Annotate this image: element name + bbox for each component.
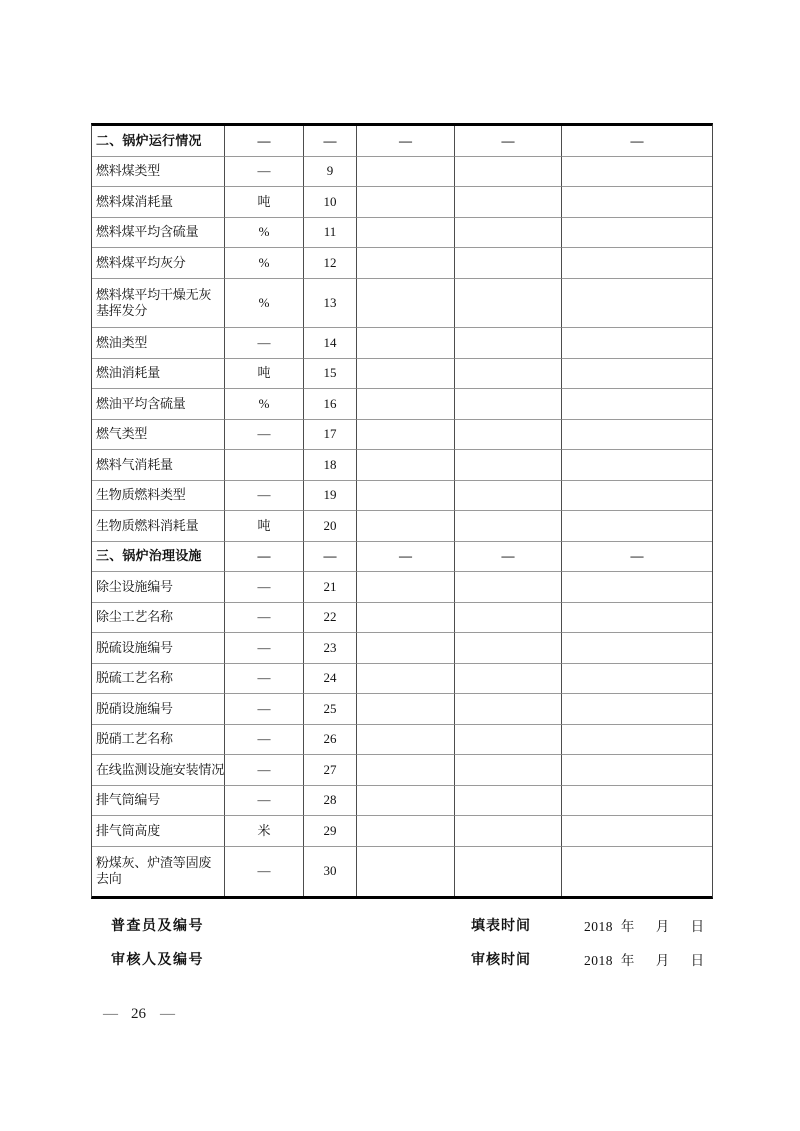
indicator-name-cell: 燃油类型 (92, 328, 225, 359)
value-cell (357, 157, 455, 188)
value-cell (455, 633, 562, 664)
value-cell (562, 725, 712, 756)
unit-cell: — (225, 157, 304, 188)
review-date-day-unit: 日 (690, 953, 705, 968)
value-cell (455, 786, 562, 817)
indicator-row (92, 450, 712, 481)
value-cell (562, 218, 712, 249)
serial-number-cell: 25 (304, 694, 357, 725)
review-time-label: 审核时间 (471, 953, 531, 968)
indicator-name-cell: 燃料煤类型 (92, 157, 225, 188)
unit-cell: % (225, 248, 304, 279)
unit-cell: — (225, 420, 304, 451)
serial-number-cell: 23 (304, 633, 357, 664)
value-cell (357, 389, 455, 420)
value-cell (562, 420, 712, 451)
serial-number-cell: 10 (304, 187, 357, 218)
value-cell (357, 481, 455, 512)
value-cell (455, 511, 562, 542)
page-number-dash-right: — (160, 1006, 174, 1022)
indicator-name-cell: 脱硝工艺名称 (92, 725, 225, 756)
fill-date (584, 915, 705, 935)
indicator-row (92, 755, 712, 786)
indicator-name-cell: 粉煤灰、炉渣等固废去向 (92, 847, 225, 897)
unit-cell: — (225, 481, 304, 512)
indicator-row (92, 511, 712, 542)
surveyor-label: 普查员及编号 (111, 919, 204, 934)
review-date-year-unit: 年 (620, 953, 635, 968)
value-cell (455, 847, 562, 897)
serial-number-cell: 24 (304, 664, 357, 695)
serial-number-cell: 17 (304, 420, 357, 451)
value-cell (562, 187, 712, 218)
unit-cell: — (225, 694, 304, 725)
value-cell (455, 816, 562, 847)
unit-cell: — (225, 755, 304, 786)
value-cell (562, 328, 712, 359)
serial-number-cell: 21 (304, 572, 357, 603)
indicator-name-cell: 生物质燃料类型 (92, 481, 225, 512)
page-number-value: 26 (131, 1006, 146, 1022)
fill-date-month-unit: 月 (655, 919, 670, 934)
section-header-row (92, 542, 712, 573)
value-cell (562, 694, 712, 725)
value-cell (562, 157, 712, 188)
indicator-name-cell: 燃油消耗量 (92, 359, 225, 390)
unit-cell: % (225, 218, 304, 249)
indicator-name-cell: 除尘工艺名称 (92, 603, 225, 634)
indicator-row (92, 572, 712, 603)
boiler-form-table (91, 123, 713, 899)
indicator-name-cell: 生物质燃料消耗量 (92, 511, 225, 542)
value-cell: — (357, 126, 455, 157)
value-cell (357, 218, 455, 249)
indicator-name-cell: 燃料煤平均灰分 (92, 248, 225, 279)
value-cell: — (562, 542, 712, 573)
value-cell (455, 279, 562, 329)
indicator-name-cell: 在线监测设施安装情况 (92, 755, 225, 786)
serial-number-cell: 19 (304, 481, 357, 512)
value-cell (357, 450, 455, 481)
unit-cell: — (225, 126, 304, 157)
value-cell (455, 359, 562, 390)
value-cell (562, 359, 712, 390)
value-cell (562, 450, 712, 481)
value-cell (562, 511, 712, 542)
unit-cell: % (225, 279, 304, 329)
serial-number-cell: 27 (304, 755, 357, 786)
serial-number-cell: 18 (304, 450, 357, 481)
indicator-row (92, 603, 712, 634)
value-cell (357, 328, 455, 359)
unit-cell: 吨 (225, 187, 304, 218)
value-cell (562, 664, 712, 695)
value-cell: — (455, 126, 562, 157)
value-cell (455, 725, 562, 756)
indicator-row (92, 359, 712, 390)
section-title-cell: 二、锅炉运行情况 (92, 126, 225, 157)
page-number-dash-left: — (103, 1006, 117, 1022)
value-cell (357, 279, 455, 329)
serial-number-cell: 22 (304, 603, 357, 634)
fill-date-year-unit: 年 (620, 919, 635, 934)
serial-number-cell: — (304, 542, 357, 573)
unit-cell: — (225, 786, 304, 817)
indicator-row (92, 481, 712, 512)
value-cell (562, 786, 712, 817)
indicator-row (92, 248, 712, 279)
unit-cell: 吨 (225, 359, 304, 390)
value-cell: — (562, 126, 712, 157)
value-cell (455, 420, 562, 451)
value-cell (455, 481, 562, 512)
serial-number-cell: 13 (304, 279, 357, 329)
value-cell (562, 603, 712, 634)
indicator-row (92, 157, 712, 188)
serial-number-cell: 9 (304, 157, 357, 188)
serial-number-cell: 26 (304, 725, 357, 756)
indicator-row (92, 816, 712, 847)
indicator-row (92, 218, 712, 249)
reviewer-label: 审核人及编号 (111, 953, 204, 968)
value-cell (357, 847, 455, 897)
value-cell (357, 664, 455, 695)
surveyor-line (0, 915, 800, 933)
value-cell (357, 786, 455, 817)
value-cell (357, 694, 455, 725)
value-cell (455, 328, 562, 359)
indicator-name-cell: 脱硫设施编号 (92, 633, 225, 664)
value-cell (562, 633, 712, 664)
serial-number-cell: 28 (304, 786, 357, 817)
unit-cell: — (225, 603, 304, 634)
serial-number-cell: 20 (304, 511, 357, 542)
indicator-row (92, 694, 712, 725)
serial-number-cell: 29 (304, 816, 357, 847)
indicator-name-cell: 燃料煤平均含硫量 (92, 218, 225, 249)
unit-cell: — (225, 542, 304, 573)
serial-number-cell: 30 (304, 847, 357, 897)
indicator-name-cell: 排气筒高度 (92, 816, 225, 847)
review-date-month-unit: 月 (655, 953, 670, 968)
fill-date-year: 2018 (584, 919, 613, 934)
value-cell (562, 248, 712, 279)
value-cell (357, 572, 455, 603)
unit-cell: % (225, 389, 304, 420)
indicator-name-cell: 燃油平均含硫量 (92, 389, 225, 420)
value-cell (455, 187, 562, 218)
indicator-name-cell: 除尘设施编号 (92, 572, 225, 603)
indicator-name-cell: 脱硫工艺名称 (92, 664, 225, 695)
value-cell (562, 572, 712, 603)
value-cell (357, 511, 455, 542)
value-cell (562, 389, 712, 420)
review-date-year: 2018 (584, 953, 613, 968)
value-cell (455, 755, 562, 786)
indicator-row (92, 420, 712, 451)
serial-number-cell: 14 (304, 328, 357, 359)
section-title-cell: 三、锅炉治理设施 (92, 542, 225, 573)
value-cell (357, 248, 455, 279)
value-cell: — (455, 542, 562, 573)
indicator-row (92, 664, 712, 695)
unit-cell: — (225, 328, 304, 359)
review-date (584, 949, 705, 969)
value-cell (455, 218, 562, 249)
indicator-row (92, 279, 712, 329)
unit-cell: 米 (225, 816, 304, 847)
value-cell (357, 816, 455, 847)
value-cell (357, 187, 455, 218)
value-cell (562, 481, 712, 512)
value-cell: — (357, 542, 455, 573)
unit-cell: — (225, 572, 304, 603)
value-cell (357, 755, 455, 786)
value-cell (562, 279, 712, 329)
value-cell (455, 572, 562, 603)
serial-number-cell: 15 (304, 359, 357, 390)
value-cell (455, 157, 562, 188)
value-cell (357, 603, 455, 634)
value-cell (455, 248, 562, 279)
value-cell (357, 725, 455, 756)
section-header-row (92, 126, 712, 157)
value-cell (455, 450, 562, 481)
page-number (103, 1006, 174, 1023)
indicator-name-cell: 燃料煤平均干燥无灰基挥发分 (92, 279, 225, 329)
indicator-name-cell: 脱硝设施编号 (92, 694, 225, 725)
fill-time-label: 填表时间 (471, 919, 531, 934)
value-cell (562, 816, 712, 847)
unit-cell (225, 450, 304, 481)
unit-cell: — (225, 633, 304, 664)
reviewer-line (0, 949, 800, 967)
indicator-name-cell: 燃料气消耗量 (92, 450, 225, 481)
indicator-row (92, 786, 712, 817)
indicator-row (92, 187, 712, 218)
value-cell (562, 847, 712, 897)
indicator-row (92, 389, 712, 420)
value-cell (455, 694, 562, 725)
value-cell (357, 633, 455, 664)
indicator-name-cell: 燃气类型 (92, 420, 225, 451)
serial-number-cell: 12 (304, 248, 357, 279)
unit-cell: — (225, 847, 304, 897)
fill-date-day-unit: 日 (690, 919, 705, 934)
value-cell (455, 389, 562, 420)
serial-number-cell: — (304, 126, 357, 157)
indicator-name-cell: 燃料煤消耗量 (92, 187, 225, 218)
value-cell (455, 603, 562, 634)
indicator-row (92, 633, 712, 664)
indicator-name-cell: 排气筒编号 (92, 786, 225, 817)
unit-cell: 吨 (225, 511, 304, 542)
value-cell (562, 755, 712, 786)
indicator-row (92, 847, 712, 897)
serial-number-cell: 11 (304, 218, 357, 249)
unit-cell: — (225, 725, 304, 756)
serial-number-cell: 16 (304, 389, 357, 420)
value-cell (357, 420, 455, 451)
unit-cell: — (225, 664, 304, 695)
indicator-row (92, 328, 712, 359)
indicator-row (92, 725, 712, 756)
value-cell (357, 359, 455, 390)
value-cell (455, 664, 562, 695)
